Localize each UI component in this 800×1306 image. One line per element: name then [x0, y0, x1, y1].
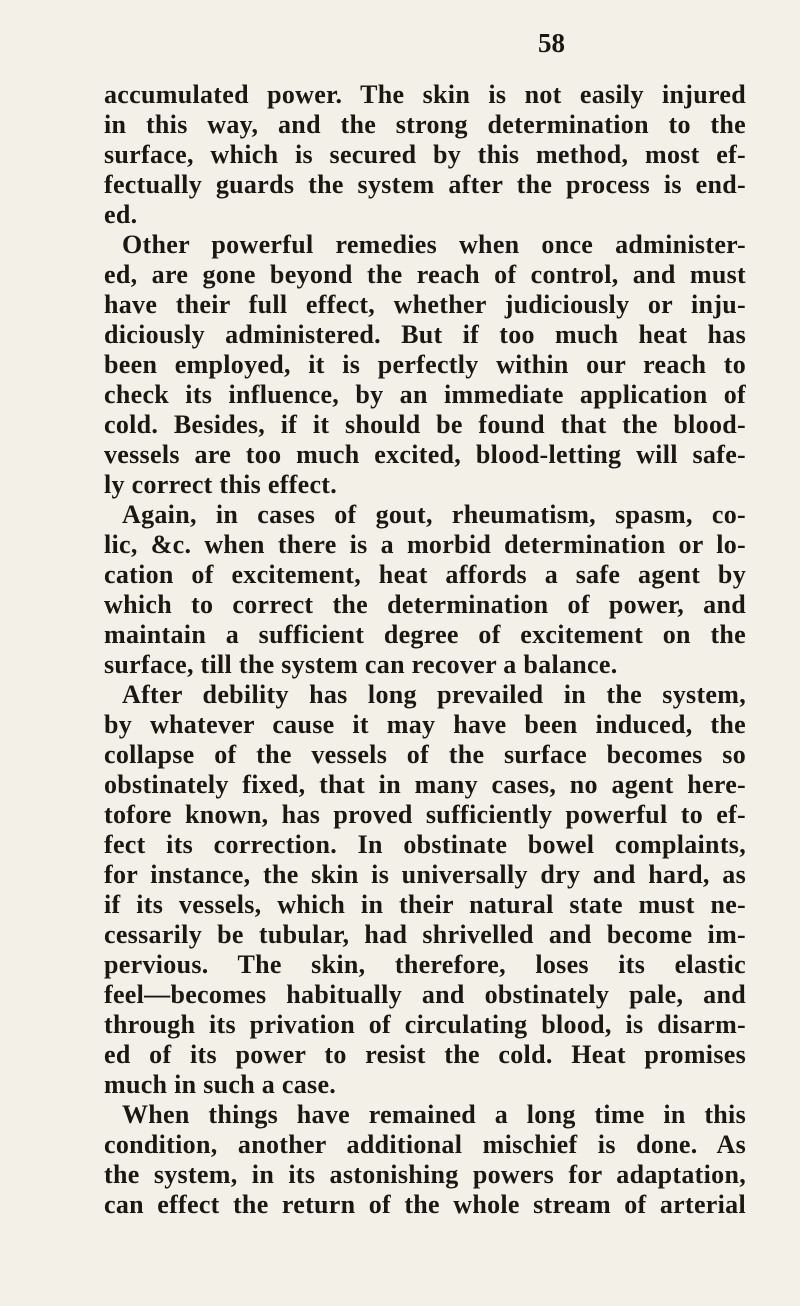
text-line: been employed, it is perfectly within our reach to	[104, 350, 746, 379]
text-line: surface, till the system can recover a balance.	[104, 650, 618, 679]
text-line: vessels are too much excited, blood-letting will safe-	[104, 440, 746, 469]
text-line: for instance, the skin is universally dry and hard, as	[104, 860, 746, 889]
text-line: if its vessels, which in their natural state must ne-	[104, 890, 746, 919]
text-line: When things have remained a long time in this	[122, 1100, 746, 1129]
text-line: which to correct the determination of power, and	[104, 590, 746, 619]
text-line: lic, &c. when there is a morbid determination or lo-	[104, 530, 746, 559]
text-line: cold. Besides, if it should be found that the blood-	[104, 410, 746, 439]
text-line: fect its correction. In obstinate bowel complaints,	[104, 830, 746, 859]
text-line: ed of its power to resist the cold. Heat promises	[104, 1040, 746, 1069]
text-line: After debility has long prevailed in the system,	[122, 680, 746, 709]
text-line: feel—becomes habitually and obstinately pale, and	[104, 980, 746, 1009]
text-line: fectually guards the system after the process is end-	[104, 170, 746, 199]
text-line: much in such a case.	[104, 1070, 337, 1099]
text-line: diciously administered. But if too much heat has	[104, 320, 746, 349]
text-line: maintain a sufficient degree of excitement on the	[104, 620, 746, 649]
text-line: pervious. The skin, therefore, loses its elastic	[104, 950, 746, 979]
text-line: collapse of the vessels of the surface becomes so	[104, 740, 746, 769]
text-line: in this way, and the strong determination to the	[104, 110, 746, 139]
text-line: Other powerful remedies when once administer-	[122, 230, 746, 259]
text-line: through its privation of circulating blood, is disarm-	[104, 1010, 746, 1039]
text-line: surface, which is secured by this method, most ef-	[104, 140, 746, 169]
text-line: condition, another additional mischief is done. As	[104, 1130, 746, 1159]
text-line: cation of excitement, heat affords a safe agent by	[104, 560, 746, 589]
text-line: cessarily be tubular, had shrivelled and become im-	[104, 920, 746, 949]
text-line: the system, in its astonishing powers for adaptation,	[104, 1160, 746, 1189]
text-line: obstinately fixed, that in many cases, no agent here-	[104, 770, 746, 799]
body-text	[104, 80, 746, 1220]
text-line: ly correct this effect.	[104, 470, 338, 499]
text-line: Again, in cases of gout, rheumatism, spasm, co-	[122, 500, 746, 529]
text-line: accumulated power. The skin is not easily injured	[104, 80, 746, 109]
text-line: tofore known, has proved sufficiently powerful to ef-	[104, 800, 746, 829]
text-line: ed, are gone beyond the reach of control, and must	[104, 260, 746, 289]
text-line: can effect the return of the whole stream of arterial	[104, 1190, 746, 1219]
text-line: ed.	[104, 200, 138, 229]
text-line: have their full effect, whether judiciously or inju-	[104, 290, 746, 319]
text-line: by whatever cause it may have been induced, the	[104, 710, 746, 739]
page-number: 58	[538, 28, 565, 58]
text-line: check its influence, by an immediate application of	[104, 380, 746, 409]
